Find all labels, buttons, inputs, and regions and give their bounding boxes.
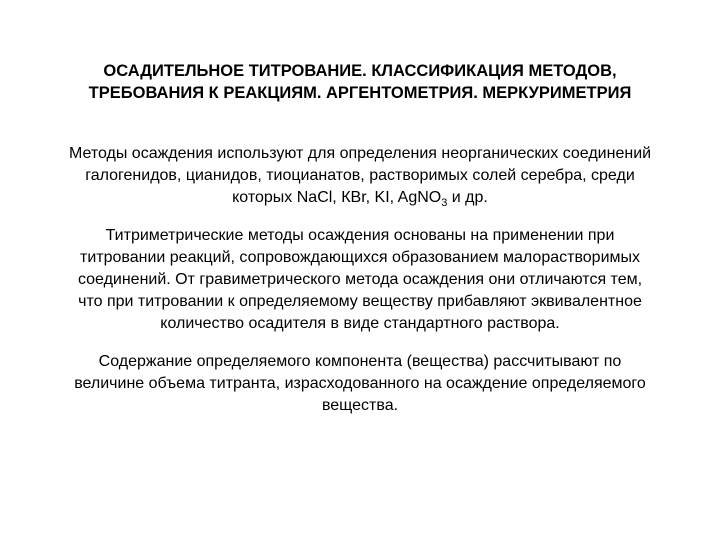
paragraph-precipitation-methods — [18, 143, 702, 209]
slide-title-line: ОСАДИТЕЛЬНОЕ ТИТРОВАНИЕ. КЛАССИФИКАЦИЯ МЕТОДОВ, — [103, 62, 617, 80]
slide-title — [40, 60, 680, 104]
formula-subscript: 3 — [441, 197, 448, 210]
paragraph-titrimetric-basis — [18, 225, 702, 335]
paragraph-line: Методы осаждения используют для определения неорганических соединений — [68, 145, 652, 162]
paragraph-line: что при титровании к определяемому веществу прибавляют эквивалентное — [78, 293, 642, 310]
paragraph-line: галогенидов, цианидов, тиоцианатов, растворимых солей серебра, среди — [85, 167, 635, 184]
paragraph-line: вещества. — [321, 397, 399, 414]
paragraph-line: титровании реакций, сопровождающихся образованием малорастворимых — [80, 249, 640, 266]
paragraph-line: Титриметрические методы осаждения основаны на применении при — [105, 227, 615, 244]
slide-title-line: ТРЕБОВАНИЯ К РЕАКЦИЯМ. АРГЕНТОМЕТРИЯ. МЕРКУРИМЕТРИЯ — [88, 84, 632, 102]
paragraph-line: количество осадителя в виде стандартного раствора. — [160, 315, 560, 332]
paragraph-line: соединений. От гравиметрического метода осаждения они отличаются тем, — [77, 271, 643, 288]
paragraph-line: величине объема титранта, израсходованного на осаждение определяемого — [74, 375, 646, 392]
formula-tail: и др. — [447, 189, 488, 206]
slide-body — [18, 143, 702, 433]
paragraph-calculation — [18, 351, 702, 417]
paragraph-line: Содержание определяемого компонента (вещества) рассчитывают по — [98, 353, 622, 370]
formula-text: которых NaCl, КВr, KI, AgNO — [232, 189, 442, 206]
paragraph-line — [18, 187, 702, 209]
